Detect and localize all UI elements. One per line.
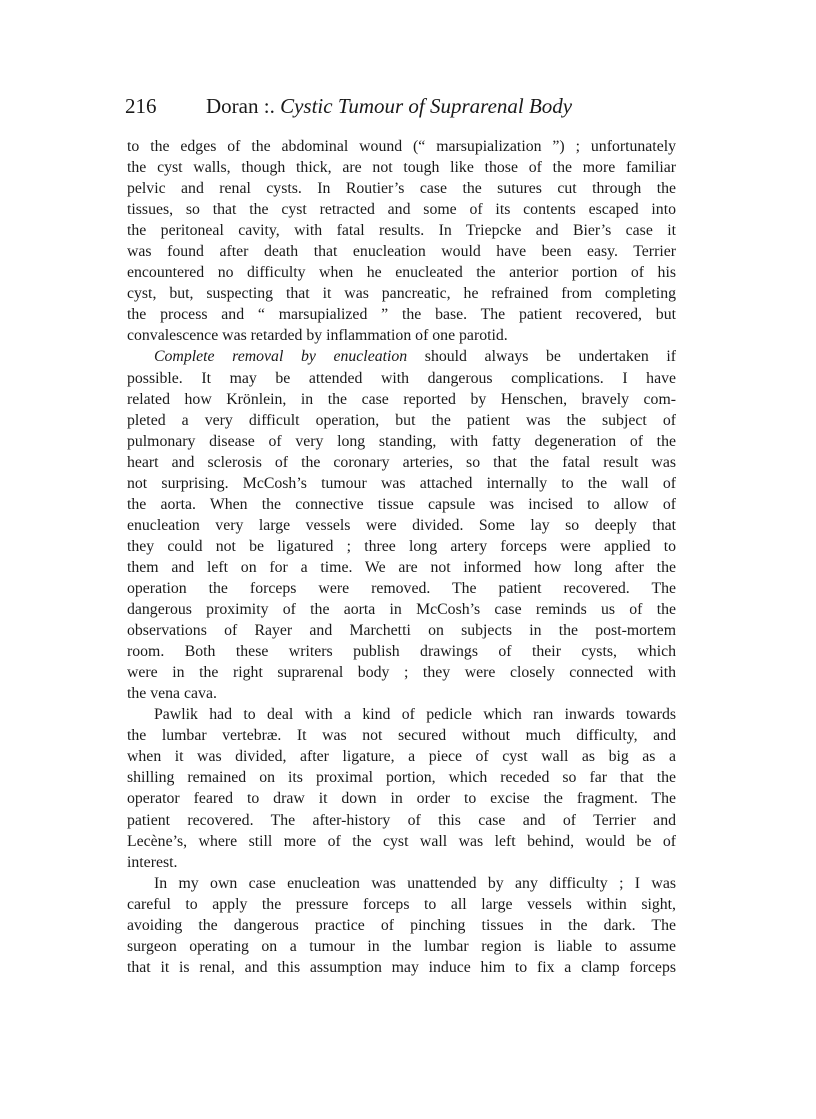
text-line: the vena cava. xyxy=(127,685,217,703)
text-line: surgeon operating on a tumour in the lumbar region is liable to assume xyxy=(127,937,676,955)
text-line: tissues, so that the cyst retracted and some of its contents escaped into xyxy=(127,201,676,219)
text-line: possible. It may be attended with dangerous complications. I have xyxy=(127,369,676,387)
text-line: the process and “ marsupialized ” the base. The patient recovered, but xyxy=(127,306,676,324)
text-run: should always be undertaken if xyxy=(407,348,676,366)
paragraph xyxy=(127,136,676,346)
text-line: careful to apply the pressure forceps to all large vessels within sight, xyxy=(127,895,676,913)
text-line: related how Krönlein, in the case reported by Henschen, bravely com- xyxy=(127,390,676,408)
text-line: encountered no difficulty when he enucleated the anterior portion of his xyxy=(127,264,676,282)
text-line: dangerous proximity of the aorta in McCosh’s case reminds us of the xyxy=(127,601,676,619)
paragraph xyxy=(127,873,676,978)
text-line: enucleation very large vessels were divided. Some lay so deeply that xyxy=(127,516,676,534)
text-line: avoiding the dangerous practice of pinching tissues in the dark. The xyxy=(127,916,676,934)
text-line: room. Both these writers publish drawings of their cysts, which xyxy=(127,643,676,661)
running-title xyxy=(206,94,572,119)
paragraph xyxy=(127,346,676,704)
text-line: the aorta. When the connective tissue capsule was incised to allow of xyxy=(127,495,676,513)
paragraph xyxy=(127,704,676,872)
text-line: pulmonary disease of very long standing, with fatty degeneration of the xyxy=(127,432,676,450)
text-line: convalescence was retarded by inflammation of one parotid. xyxy=(127,327,508,345)
text-line: operation the forceps were removed. The patient recovered. The xyxy=(127,579,676,597)
text-line: pleted a very difficult operation, but the patient was the subject of xyxy=(127,411,676,429)
body-text xyxy=(127,136,676,978)
text-line: Lecène’s, where still more of the cyst wall was left behind, would be of xyxy=(127,832,676,850)
text-line: that it is renal, and this assumption may induce him to fix a clamp forceps xyxy=(127,958,676,976)
running-title-text: Cystic Tumour of Suprarenal Body xyxy=(280,94,573,118)
text-line: shilling remained on its proximal portion, which receded so far that the xyxy=(127,769,676,787)
text-line: not surprising. McCosh’s tumour was attached internally to the wall of xyxy=(127,474,676,492)
running-title-author: Doran :. xyxy=(206,94,275,118)
text-line: the lumbar vertebræ. It was not secured without much difficulty, and xyxy=(127,727,676,745)
text-line: pelvic and renal cysts. In Routier’s case the sutures cut through the xyxy=(127,180,676,198)
text-line: observations of Rayer and Marchetti on subjects in the post-mortem xyxy=(127,622,676,640)
text-line: they could not be ligatured ; three long artery forceps were applied to xyxy=(127,537,676,555)
text-line: Pawlik had to deal with a kind of pedicle which ran inwards towards xyxy=(154,706,676,724)
text-line: the peritoneal cavity, with fatal results. In Triepcke and Bier’s case it xyxy=(127,222,676,240)
text-line: to the edges of the abdominal wound (“ marsupialization ”) ; unfortunately xyxy=(127,138,676,155)
text-line xyxy=(127,346,676,367)
text-line: the cyst walls, though thick, are not tough like those of the more familiar xyxy=(127,159,676,177)
text-line: was found after death that enucleation would have been easy. Terrier xyxy=(127,243,676,261)
text-line: cyst, but, suspecting that it was pancreatic, he refrained from completing xyxy=(127,285,676,303)
italic-lead: Complete removal by enucleation xyxy=(154,348,408,366)
text-line: operator feared to draw it down in order to excise the fragment. The xyxy=(127,790,676,808)
text-line: interest. xyxy=(127,853,178,871)
text-line: heart and sclerosis of the coronary arteries, so that the fatal result was xyxy=(127,453,676,471)
text-line: patient recovered. The after-history of this case and of Terrier and xyxy=(127,811,676,829)
text-line: when it was divided, after ligature, a piece of cyst wall as big as a xyxy=(127,748,676,766)
text-line: were in the right suprarenal body ; they were closely connected with xyxy=(127,664,676,682)
page-number: 216 xyxy=(125,94,157,118)
text-line: them and left on for a time. We are not informed how long after the xyxy=(127,558,676,576)
text-line: In my own case enucleation was unattended by any difficulty ; I was xyxy=(154,874,676,892)
running-header xyxy=(125,94,685,124)
